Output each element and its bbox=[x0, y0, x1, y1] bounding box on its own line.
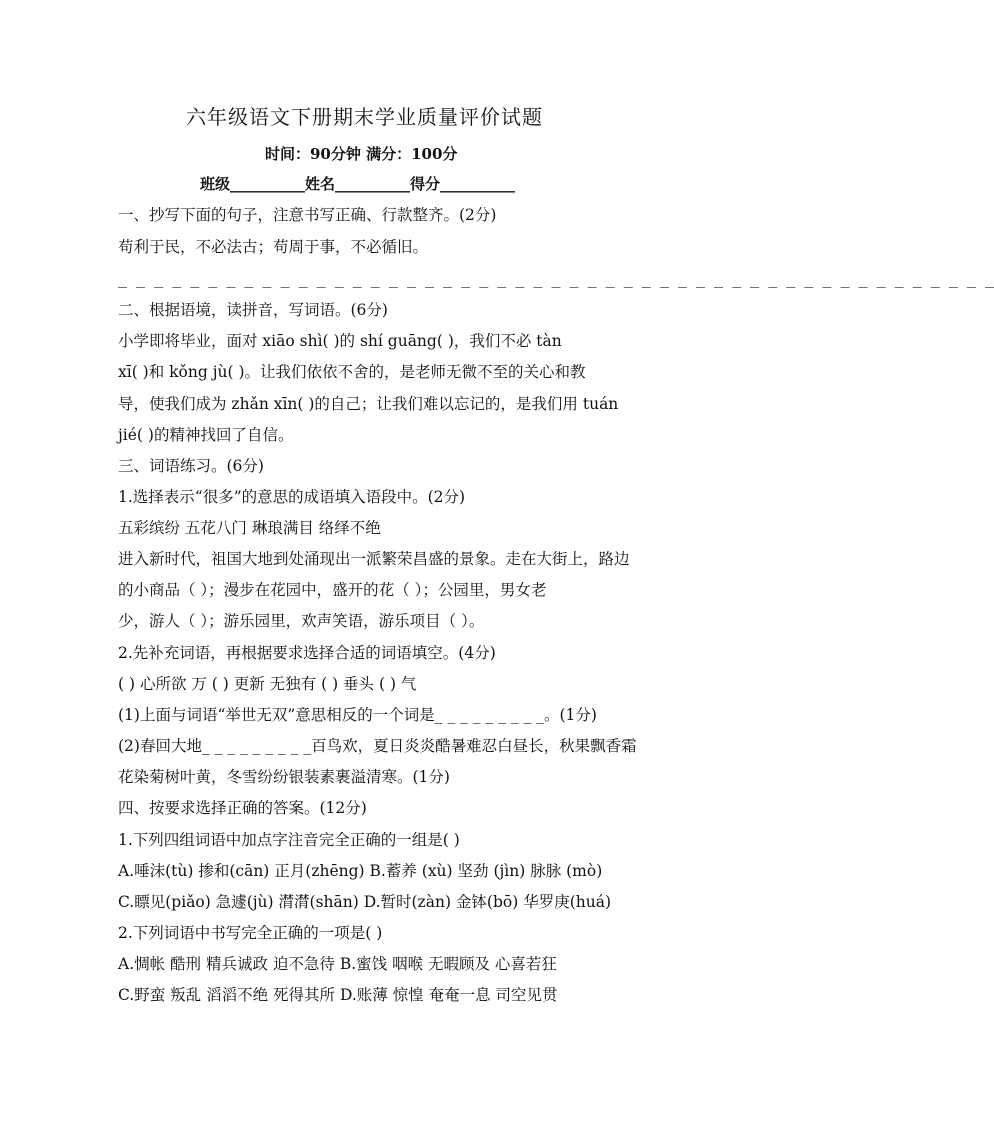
option-line: A.惆帐 酷刑 精兵诚政 迫不急待 B.蜜饯 咽喉 无暇顾及 心喜若狂 bbox=[118, 955, 557, 973]
question-3-1: 1.选择表示“很多”的意思的成语填入语段中。(2分) bbox=[118, 488, 466, 506]
text-line: 花染菊树叶黄，冬雪纷纷银装素裹溢清寒。(1分) bbox=[118, 768, 450, 786]
page-title: 六年级语文下册期末学业质量评价试题 bbox=[186, 105, 543, 129]
sub-question-1: (1)上面与词语“举世无双”意思相反的一个词是_ _ _ _ _ _ _ _ _。(1分) bbox=[118, 706, 597, 724]
text-line: 小学即将毕业，面对 xiāo shì( )的 shí guāng( )，我们不必 tàn bbox=[118, 332, 562, 350]
text-line: 进入新时代，祖国大地到处涌现出一派繁荣昌盛的景象。走在大街上，路边 bbox=[118, 550, 630, 568]
section-1-heading: 一、抄写下面的句子，注意书写正确、行款整齐。(2分) bbox=[118, 206, 497, 224]
text-line: 的小商品（ ）；漫步在花园中，盛开的花（ ）；公园里，男女老 bbox=[118, 581, 547, 599]
section-2-heading: 二、根据语境，读拼音，写词语。(6分) bbox=[118, 301, 388, 319]
text-line: 导，使我们成为 zhǎn xīn( )的自己；让我们难以忘记的，是我们用 tuán bbox=[118, 395, 619, 413]
section-3-heading: 三、词语练习。(6分) bbox=[118, 457, 264, 475]
question-4-1: 1.下列四组词语中加点字注音完全正确的一组是( ) bbox=[118, 831, 460, 849]
writing-line: _ _ _ _ _ _ _ _ _ _ _ _ _ _ _ _ _ _ _ _ _ _ _ _ _ _ _ _ _ _ _ _ _ _ _ _ _ _ _ _ _ _ _ _ _ _ _ _ _ bbox=[118, 270, 994, 288]
option-line: A.唾沫(tù) 掺和(cān) 正月(zhēng) B.蓄养 (xù) 坚劲 (jìn) 脉脉 (mò) bbox=[118, 862, 603, 880]
text-line: xī( )和 kǒng jù( )。让我们依依不舍的，是老师无微不至的关心和教 bbox=[118, 363, 586, 381]
idiom-options: 五彩缤纷 五花八门 琳琅满目 络绎不绝 bbox=[118, 519, 381, 537]
text-line: 少，游人（ ）；游乐园里，欢声笑语，游乐项目（ ）。 bbox=[118, 612, 485, 630]
option-line: C.瞟见(piǎo) 急遽(jù) 潸潸(shān) D.暂时(zàn) 金钵(bō) 华罗庚(huá) bbox=[118, 893, 611, 911]
question-4-2: 2.下列词语中书写完全正确的一项是( ) bbox=[118, 924, 383, 942]
sub-question-2: (2)春回大地_ _ _ _ _ _ _ _ _百鸟欢，夏日炎炎酷暑难忍白昼长，秋果飘香霜 bbox=[118, 737, 637, 755]
section-4-heading: 四、按要求选择正确的答案。(12分) bbox=[118, 799, 367, 817]
text-line: jié( )的精神找回了自信。 bbox=[118, 426, 294, 444]
option-line: C.野蛮 叛乱 滔滔不绝 死得其所 D.账薄 惊惶 奄奄一息 司空见贯 bbox=[118, 986, 558, 1004]
exam-time-score: 时间：90分钟 满分：100分 bbox=[265, 145, 458, 163]
question-3-2: 2.先补充词语，再根据要求选择合适的词语填空。(4分) bbox=[118, 644, 496, 662]
copy-sentence: 苟利于民，不必法古；苟周于事，不必循旧。 bbox=[118, 238, 429, 256]
student-info-line: 班级__________姓名__________得分__________ bbox=[200, 175, 516, 193]
fill-in-idioms: ( ) 心所欲 万 ( ) 更新 无独有 ( ) 垂头 ( ) 气 bbox=[118, 675, 417, 693]
